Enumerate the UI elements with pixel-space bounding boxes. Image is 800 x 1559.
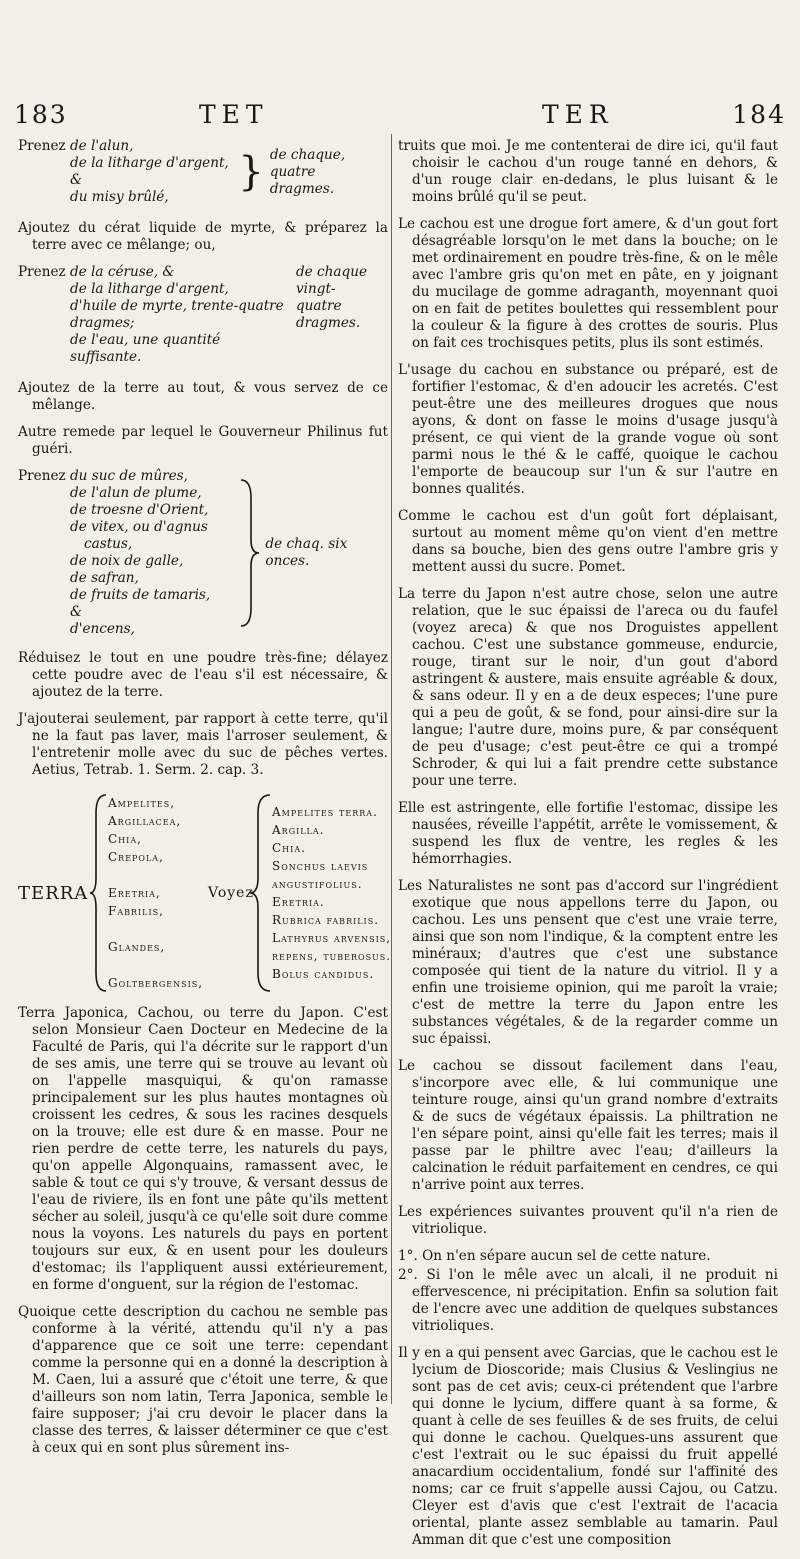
terra-left-list — [108, 794, 208, 992]
recipe-quantity: quatre dragmes. — [295, 298, 361, 331]
paragraph: Il y en a qui pensent avec Garcias, que le cachou est le lycium de Dioscoride; mais Clusius & Veslingius ne sont pas de cet avis; ceux-ci prétendent que l'arbre qui donne le lycium, differe quant à sa forme, & quant à celle de ses feuilles & de ses fruits, de celui qui donne le cachou. Quelques-uns assurent que c'est l'extrait ou le suc épaissi du fruit appellé anacardium occidentalium, fondé sur l'affinité des noms; car ce fruit s'appelle aussi Cajou, ou Catzu. Cleyer est d'avis que c'est l'extrait de l'acacia oriental, plante assez semblable au tamarin. Paul Amman dit que c'est une composition — [398, 1345, 778, 1548]
recipe-1 — [18, 138, 388, 206]
paragraph: Réduisez le tout en une poudre très-fine; délayez cette poudre avec de l'eau s'il est nécessaire, & ajoutez de la terre. — [18, 650, 388, 700]
paragraph: truits que moi. Je me contenterai de dire ici, qu'il faut choisir le cachou d'un rouge tanné en dehors, & d'un rouge clair en-dedans, le plus luisant & le moins brûlé qu'il se peut. — [398, 138, 778, 205]
list-item: Fabrilis, — [108, 904, 164, 918]
list-item: Goltbergensis, — [108, 976, 204, 990]
recipe-3 — [18, 468, 388, 638]
brace — [248, 793, 272, 993]
paragraph: Elle est astringente, elle fortifie l'estomac, dissipe les nausées, réveille l'appétit, arrête le vomissement, & suspend les flux de ventre, les regles & les hémorrhagies. — [398, 800, 778, 867]
recipe-line: de l'eau, une quantité suffisante. — [70, 332, 221, 365]
paragraph: L'usage du cachou en substance ou préparé, est de fortifier l'estomac, & d'en adoucir les acretés. C'est peut-être une des meilleures drogues que nous ayons, & dont on fasse le moins d'usage jusqu'à présent, ce qui vient de la grande vogue où sont parmi nous le thé & le caffé, quoique le cachou l'emporte de beaucoup sur l'un & sur l'autre en bonnes qualités. — [398, 362, 778, 497]
list-item: 2°. Si l'on le mêle avec un alcali, il ne produit ni effervescence, ni précipitation. Enfin sa solution fait de l'encre avec une addition de quelques substances vitrioliques. — [398, 1267, 778, 1334]
recipe-line: de la céruse, & — [69, 264, 175, 280]
list-item: Ampelites terra. — [272, 805, 378, 819]
recipe-line: de l'alun, — [69, 138, 134, 154]
running-header — [14, 100, 786, 134]
voyez-label: Voyez — [208, 884, 254, 901]
recipe-quantity: de chaque, quatre — [269, 146, 346, 180]
list-item: Argillacea, — [108, 814, 182, 828]
paragraph: Autre remede par lequel le Gouverneur Philinus fut guéri. — [18, 424, 388, 457]
column-rule — [391, 134, 392, 1404]
right-running-head: TER — [542, 100, 614, 129]
list-item: Eretria. — [272, 895, 325, 909]
list-item: Ampelites, — [108, 796, 176, 810]
list-item: Argilla. — [272, 823, 325, 837]
paragraph: Le cachou se dissout facilement dans l'eau, s'incorpore avec elle, & lui communique une teinture rouge, ainsi qu'un grand nombre d'extraits & de sucs de végétaux épaissis. La philtration ne l'en sépare point, ainsi qu'elle fait les terres; mais il passe par le philtre avec l'eau; d'ailleurs la calcination le réduit parfaitement en cendres, ce qui n'arrive point aux terres. — [398, 1058, 778, 1193]
recipe-line: de la litharge d'argent, — [70, 281, 229, 297]
list-item: Lathyrus arvensis, repens, tuberosus. — [272, 931, 392, 963]
list-item: Rubrica fabrilis. — [272, 913, 380, 927]
list-item: Crepola, — [108, 850, 164, 864]
list-item: Bolus candidus. — [272, 967, 375, 981]
left-running-head: TET — [199, 100, 269, 129]
paragraph: Les expériences suivantes prouvent qu'il n'a rien de vitriolique. — [398, 1204, 778, 1237]
list-item: Chia. — [272, 841, 306, 855]
brace — [239, 478, 260, 628]
recipe-line: du misy brûlé, — [70, 189, 169, 205]
recipe-line: de l'alun de plume, — [70, 485, 202, 501]
list-item: 1°. On n'en sépare aucun sel de cette nature. — [398, 1248, 711, 1264]
recipe-line: de la litharge d'argent, & — [70, 155, 229, 188]
recipe-line: de fruits de tamaris, & — [70, 587, 211, 620]
recipe-prefix: Prenez — [18, 264, 66, 280]
left-column — [18, 138, 392, 1467]
recipe-line: de safran, — [70, 570, 139, 586]
recipe-prefix: Prenez — [18, 138, 66, 154]
recipe-line: du suc de mûres, — [69, 468, 188, 484]
terra-cross-reference — [18, 793, 392, 993]
paragraph: Ajoutez du cérat liquide de myrte, & préparez la terre avec ce mêlange; ou, — [18, 220, 388, 253]
list-item: Chia, — [108, 832, 142, 846]
recipe-line: d'encens, — [70, 621, 135, 637]
brace — [88, 793, 108, 993]
list-item: Sonchus laevis angustifolius. — [272, 859, 369, 891]
recipe-quantity: de chaque vingt- — [295, 264, 368, 297]
list-item: Eretria, — [108, 886, 161, 900]
list-item — [108, 866, 208, 884]
paragraph: Quoique cette description du cachou ne semble pas conforme à la vérité, attendu qu'il n'y a pas d'apparence que ce soit une terre: cependant comme la personne qui en a donné la description à M. Caen, lui a assuré que c'étoit une terre, & que d'ailleurs son nom latin, Terra Japonica, semble le faire supposer; j'ai cru devoir le placer dans la classe des terres, & laisser déterminer ce que c'est à ceux qui en sont plus sûrement ins- — [18, 1304, 388, 1456]
recipe-quantity: dragmes. — [269, 180, 335, 197]
list-item — [108, 920, 208, 938]
right-page-number: 184 — [732, 100, 786, 129]
paragraph: Comme le cachou est d'un goût fort déplaisant, surtout au moment même qu'on vient d'en mettre dans sa bouche, bien des gens outre l'ambre gris y mettent aussi du sucre. Pomet. — [398, 508, 778, 575]
recipe-quantity: de chaq. six onces. — [265, 536, 348, 569]
paragraph: Terra Japonica, Cachou, ou terre du Japon. C'est selon Monsieur Caen Docteur en Medecine de la Faculté de Paris, qui l'a décrite sur le rapport d'un de ses amis, une terre qui se trouve au levant où on l'appelle masquiqui, & qu'on ramasse principalement sur les plus hautes montagnes où croissent les cedres, & sous les racines desquels on la trouve; elle est dure & en masse. Pour ne rien perdre de cette terre, les naturels du pays, qu'on appelle Algonquains, ramassent avec, le sable & tout ce qui s'y trouve, & versant dessus de l'eau de riviere, ils en font une pâte qu'ils mettent sécher au soleil, jusqu'à ce qu'elle soit dure comme nous la voyons. Les naturels du pays en portent toujours sur eux, & en usent pour les douleurs d'estomac; ils l'appliquent aussi extérieurement, en forme d'onguent, sur la région de l'estomac. — [18, 1005, 388, 1293]
terra-label: TERRA — [18, 882, 89, 904]
paragraph: Le cachou est une drogue fort amere, & d'un gout fort désagréable lorsqu'on le met dans la bouche; on le met ordinairement en poudre très-fine, & on le mêle avec l'ambre gris qu'on met en pâte, en y joignant du mucilage de gomme adraganth, moyennant quoi on en fait de petites boulettes qui ressemblent pour la couleur & la figure à des crottes de souris. Plus on fait ces trochisques petits, plus ils sont estimés. — [398, 216, 778, 351]
terra-right-list — [272, 803, 392, 983]
list-item: Glandes, — [108, 940, 166, 954]
recipe-prefix: Prenez — [18, 468, 66, 484]
recipe-line: de vitex, ou d'agnus — [70, 519, 208, 535]
list-item — [108, 956, 208, 974]
recipe-line: de noix de galle, — [70, 553, 184, 569]
recipe-2 — [18, 264, 388, 366]
recipe-line: de troesne d'Orient, — [70, 502, 209, 518]
recipe-line: d'huile de myrte, trente-quatre dragmes; — [70, 298, 284, 331]
right-column — [398, 138, 778, 1559]
brace: } — [238, 149, 264, 195]
recipe-line: castus, — [84, 536, 133, 552]
paragraph: Ajoutez de la terre au tout, & vous servez de ce mêlange. — [18, 380, 388, 413]
left-page-number: 183 — [14, 100, 68, 129]
paragraph: La terre du Japon n'est autre chose, selon une autre relation, que le suc épaissi de l'areca ou du faufel (voyez areca) & que nos Droguistes appellent cachou. C'est une substance gommeuse, endurcie, rouge, tirant sur le noir, d'un gout d'abord astringent & austere, mais ensuite agréable & doux, & sans odeur. Il y en a de deux especes; l'une pure qui a peu de goût, & se fond, pour ainsi-dire sur la langue; l'autre dure, moins pure, & par conséquent de peu d'usage; c'est peut-être ce qui a trompé Schroder, & qui lui a fait prendre cette substance pour une terre. — [398, 586, 778, 789]
paragraph: Les Naturalistes ne sont pas d'accord sur l'ingrédient exotique que nous appellons terre du Japon, ou cachou. Les uns pensent que c'est une vraie terre, ainsi que son nom l'indique, & la comptent entre les minéraux; d'autres que c'est une substance composée qui tient de la nature du vitriol. Il y a enfin une troisieme opinion, qui me paroît la vraie; c'est de mettre la terre du Japon entre les substances végétales, & de la regarder comme un suc épaissi. — [398, 878, 778, 1047]
paragraph: J'ajouterai seulement, par rapport à cette terre, qu'il ne la faut pas laver, mais l'arroser seulement, & l'entretenir molle avec du suc de pêches vertes. Aetius, Tetrab. 1. Serm. 2. cap. 3. — [18, 711, 388, 778]
